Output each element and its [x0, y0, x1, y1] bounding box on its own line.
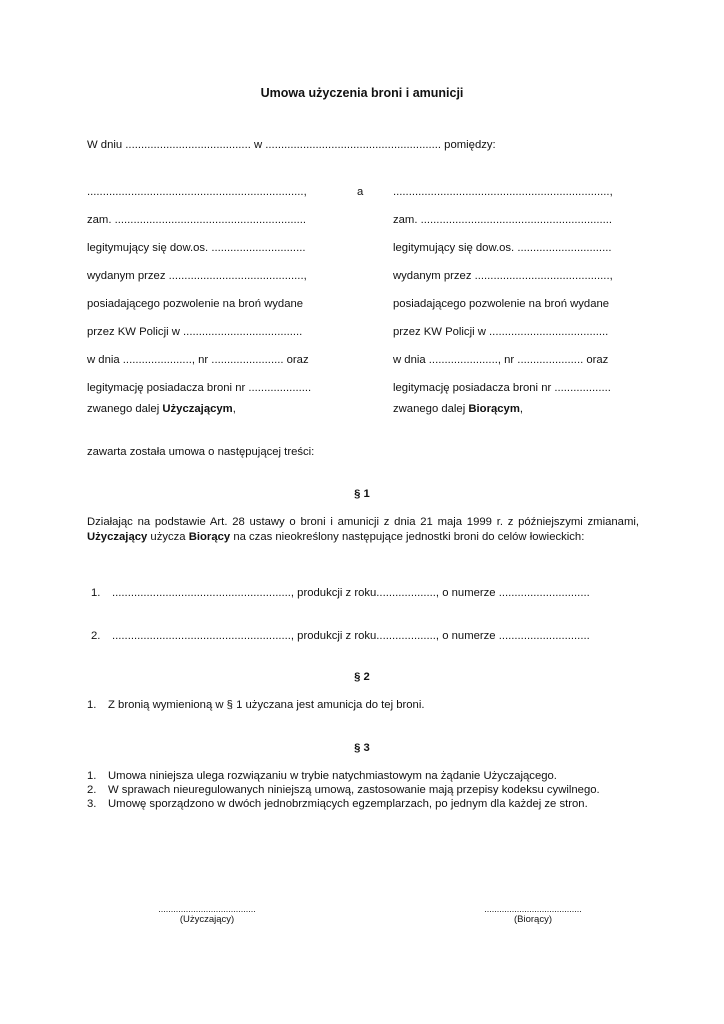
right-called-line — [393, 403, 523, 415]
weapon-item-number: 1. — [91, 587, 101, 599]
section-2-item-1 — [87, 699, 424, 711]
weapon-item-2 — [91, 630, 590, 642]
left-issued-by-field: wydanym przez ..........................................., — [87, 270, 307, 282]
signature-line: ....................................... — [158, 904, 256, 914]
right-name-field: ....................................................................., — [393, 186, 613, 198]
left-called-role: Użyczającym — [162, 403, 233, 415]
right-issued-by-field: wydanym przez ..........................................., — [393, 270, 613, 282]
party-separator: a — [357, 186, 364, 198]
list-text: Umowa niniejsza ulega rozwiązaniu w trybie natychmiastowym na żądanie Użyczającego. — [108, 770, 557, 782]
left-license-field: legitymację posiadacza broni nr .................... — [87, 382, 312, 394]
signature-label: (Biorący) — [513, 914, 552, 925]
section-1-paragraph — [87, 515, 639, 545]
list-text: Z bronią wymienioną w § 1 użyczana jest amunicja do tej broni. — [108, 699, 425, 711]
document-title: Umowa użyczenia broni i amunicji — [260, 86, 464, 100]
right-called-role: Biorącym — [468, 403, 520, 415]
list-number: 1. — [87, 770, 97, 782]
left-called-line — [87, 403, 236, 415]
section-3-item-2 — [87, 784, 600, 796]
left-id-field: legitymujący się dow.os. .............................. — [87, 242, 306, 254]
list-number: 3. — [87, 798, 97, 810]
left-called-suffix: , — [232, 403, 236, 415]
list-text: Umowę sporządzono w dwóch jednobrzmiących egzemplarzach, po jednym dla każdej ze stron. — [108, 798, 588, 810]
left-address-field: zam. ............................................................. — [87, 214, 307, 226]
section-3-item-3 — [87, 798, 588, 810]
agreement-intro: zawarta została umowa o następującej treści: — [87, 446, 315, 458]
left-called-prefix: zwanego dalej — [87, 403, 163, 415]
list-number: 2. — [87, 784, 97, 796]
section-3-heading: § 3 — [354, 742, 370, 754]
section-1-text-c: na czas nieokreślony następujące jednostki broni do celów łowieckich: — [230, 531, 585, 543]
section-1-borrower: Biorący — [188, 531, 231, 543]
list-text: W sprawach nieuregulowanych niniejszą umową, zastosowanie mają przepisy kodeksu cywilnego. — [108, 784, 600, 796]
right-called-prefix: zwanego dalej — [393, 403, 469, 415]
right-called-suffix: , — [519, 403, 524, 415]
signature-line: ....................................... — [484, 904, 582, 914]
right-date-number-field: w dnia ......................, nr ..................... oraz — [393, 354, 609, 366]
right-permit-text: posiadającego pozwolenie na broń wydane — [393, 298, 610, 310]
intro-date-line: W dniu ........................................ w ........................................................ pomiędzy: — [87, 139, 496, 151]
section-1-heading: § 1 — [354, 488, 370, 500]
right-address-field: zam. ............................................................. — [393, 214, 613, 226]
left-police-field: przez KW Policji w ...................................... — [87, 326, 303, 338]
right-license-field: legitymację posiadacza broni nr .................. — [393, 382, 611, 394]
left-name-field: ....................................................................., — [87, 186, 307, 198]
weapon-item-number: 2. — [91, 630, 101, 642]
left-date-number-field: w dnia ......................, nr ....................... oraz — [87, 354, 309, 366]
section-1-lender: Użyczający — [87, 531, 148, 543]
signature-right — [473, 904, 593, 925]
weapon-item-fields: ........................................................., produkcji z roku..................., o numerze ............................. — [112, 587, 590, 599]
weapon-item-1 — [91, 587, 590, 599]
section-1-text-a: Działając na podstawie Art. 28 ustawy o broni i amunicji z dnia 21 maja 1999 r. z późniejszymi zmianami, — [87, 516, 639, 528]
list-number: 1. — [87, 699, 97, 711]
right-police-field: przez KW Policji w ...................................... — [393, 326, 609, 338]
left-permit-text: posiadającego pozwolenie na broń wydane — [87, 298, 304, 310]
signature-left — [147, 904, 267, 925]
section-1-text-b: użycza — [147, 531, 189, 543]
signature-label: (Użyczający) — [179, 914, 235, 925]
section-3-item-1 — [87, 770, 557, 782]
right-id-field: legitymujący się dow.os. .............................. — [393, 242, 612, 254]
section-2-heading: § 2 — [354, 671, 370, 683]
weapon-item-fields: ........................................................., produkcji z roku..................., o numerze ............................. — [112, 630, 590, 642]
